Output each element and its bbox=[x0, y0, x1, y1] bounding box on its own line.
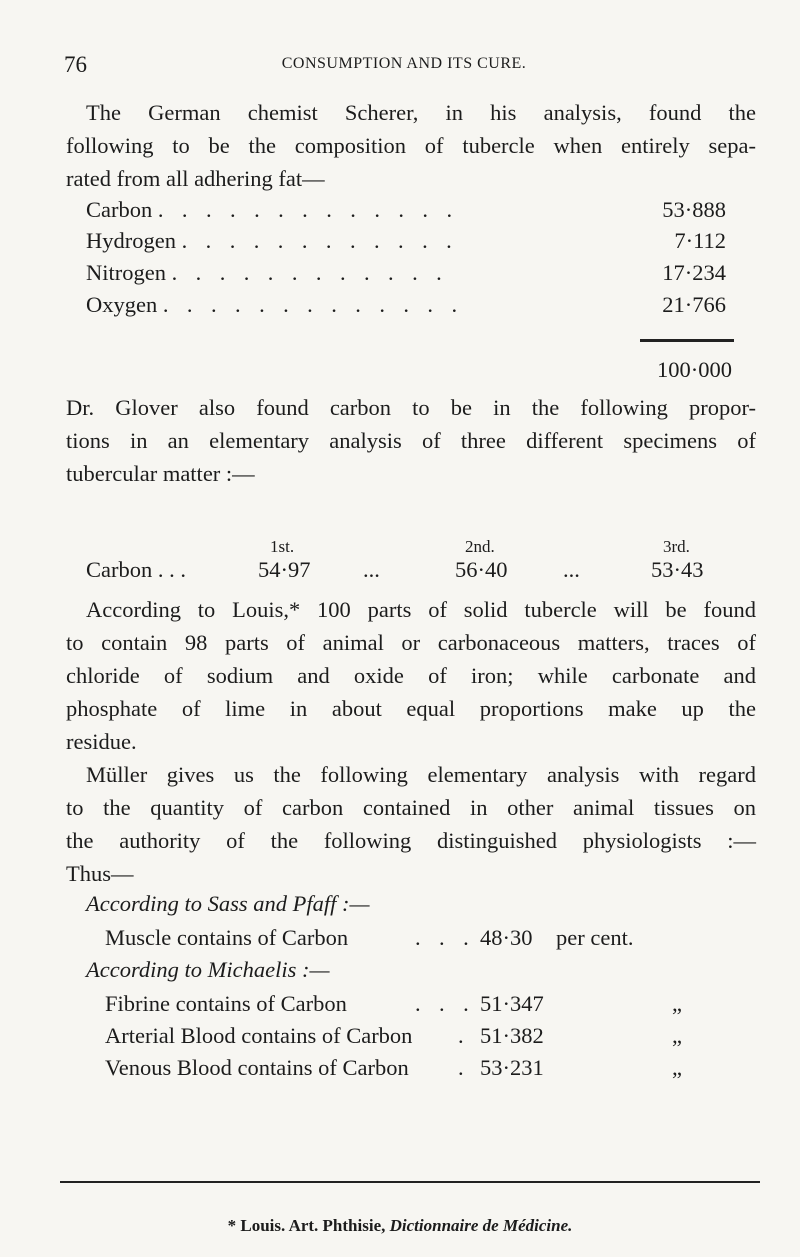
footnote-mark: * bbox=[227, 1216, 237, 1235]
louis-line-3: chloride of sodium and oxide of iron; while carbonate and bbox=[66, 663, 756, 688]
michaelis-row-venous-value: 53·231 bbox=[480, 1055, 544, 1080]
louis-line-1: According to Louis,* 100 parts of solid tubercle will be found bbox=[86, 597, 756, 622]
sass-heading: According to Sass and Pfaff :— bbox=[86, 891, 370, 916]
scherer-total: 100·000 bbox=[657, 357, 732, 382]
glover-paragraph bbox=[66, 391, 756, 490]
michaelis-row-arterial-label: Arterial Blood contains of Carbon bbox=[105, 1023, 413, 1048]
element-name: Oxygen bbox=[86, 292, 158, 317]
sass-row-value: 48·30 bbox=[480, 925, 533, 950]
element-value: 21·766 bbox=[662, 292, 726, 317]
footnote-rule bbox=[60, 1181, 760, 1183]
louis-line-4: phosphate of lime in about equal proportions make up the bbox=[66, 696, 756, 721]
sass-row-dots: . . . bbox=[415, 925, 476, 950]
glover-line-2: tions in an elementary analysis of three different specimens of bbox=[66, 428, 756, 453]
louis-line-2: to contain 98 parts of animal or carbonaceous matters, traces of bbox=[66, 630, 756, 655]
sum-rule bbox=[640, 339, 734, 342]
muller-line-3: the authority of the following distinguished physiologists :— bbox=[66, 828, 756, 853]
element-value: 17·234 bbox=[662, 260, 726, 285]
element-name: Carbon bbox=[86, 197, 153, 222]
leader-dots: . . . . . . . . . . . . . bbox=[162, 292, 464, 317]
sass-row-label: Muscle contains of Carbon bbox=[105, 925, 349, 950]
muller-line-1: Müller gives us the following elementary analysis with regard bbox=[86, 762, 756, 787]
leader-dots: . . . . . . . . . . . . . bbox=[157, 197, 459, 222]
muller-line-2: to the quantity of carbon contained in other animal tissues on bbox=[66, 795, 756, 820]
glover-value-3rd: 53·43 bbox=[651, 557, 704, 582]
michaelis-row-venous-dots: . bbox=[458, 1055, 464, 1080]
footnote-source: Dictionnaire de Médicine. bbox=[389, 1216, 573, 1235]
scherer-row-nitrogen bbox=[86, 260, 726, 286]
footnote bbox=[0, 1216, 800, 1236]
footnote-text: Louis. Art. Phthisie, bbox=[240, 1216, 386, 1235]
michaelis-row-venous-unit: „ bbox=[672, 1055, 682, 1080]
michaelis-row-fibrine-value: 51·347 bbox=[480, 991, 544, 1016]
muller-paragraph bbox=[66, 758, 756, 890]
glover-separator-1: ... bbox=[363, 557, 380, 582]
sass-row-unit: per cent. bbox=[556, 925, 634, 950]
michaelis-row-arterial-value: 51·382 bbox=[480, 1023, 544, 1048]
running-title: CONSUMPTION AND ITS CURE. bbox=[281, 55, 527, 72]
glover-line-3: tubercular matter :— bbox=[66, 461, 255, 486]
intro-line-2: following to be the composition of tubercle when entirely sepa- bbox=[66, 133, 756, 158]
louis-paragraph bbox=[66, 593, 756, 758]
michaelis-row-fibrine-dots: . . . bbox=[415, 991, 476, 1016]
glover-row-label: Carbon . . . bbox=[86, 557, 186, 582]
element-value: 7·112 bbox=[674, 228, 726, 253]
michaelis-row-fibrine-unit: „ bbox=[672, 991, 682, 1016]
louis-line-5: residue. bbox=[66, 729, 137, 754]
element-value: 53·888 bbox=[662, 197, 726, 222]
scherer-row-oxygen bbox=[86, 292, 726, 318]
col-header-2nd: 2nd. bbox=[465, 537, 495, 556]
page-number: 76 bbox=[64, 52, 87, 77]
glover-value-2nd: 56·40 bbox=[455, 557, 508, 582]
scherer-row-hydrogen bbox=[86, 228, 726, 254]
glover-line-1: Dr. Glover also found carbon to be in the following propor- bbox=[66, 395, 756, 420]
intro-line-3: rated from all adhering fat— bbox=[66, 166, 325, 191]
scherer-row-carbon bbox=[86, 197, 726, 223]
michaelis-row-venous-label: Venous Blood contains of Carbon bbox=[105, 1055, 409, 1080]
glover-value-1st: 54·97 bbox=[258, 557, 311, 582]
michaelis-row-fibrine-label: Fibrine contains of Carbon bbox=[105, 991, 347, 1016]
michaelis-heading: According to Michaelis :— bbox=[86, 957, 330, 982]
element-name: Nitrogen bbox=[86, 260, 166, 285]
col-header-1st: 1st. bbox=[270, 537, 295, 556]
intro-paragraph bbox=[66, 96, 756, 195]
glover-separator-2: ... bbox=[563, 557, 580, 582]
element-name: Hydrogen bbox=[86, 228, 176, 253]
michaelis-row-arterial-dots: . bbox=[458, 1023, 464, 1048]
muller-line-4: Thus— bbox=[66, 861, 134, 886]
michaelis-row-arterial-unit: „ bbox=[672, 1023, 682, 1048]
leader-dots: . . . . . . . . . . . . bbox=[181, 228, 459, 253]
intro-line-1: The German chemist Scherer, in his analysis, found the bbox=[86, 100, 756, 125]
leader-dots: . . . . . . . . . . . . bbox=[171, 260, 449, 285]
col-header-3rd: 3rd. bbox=[663, 537, 690, 556]
page-header bbox=[64, 52, 744, 82]
